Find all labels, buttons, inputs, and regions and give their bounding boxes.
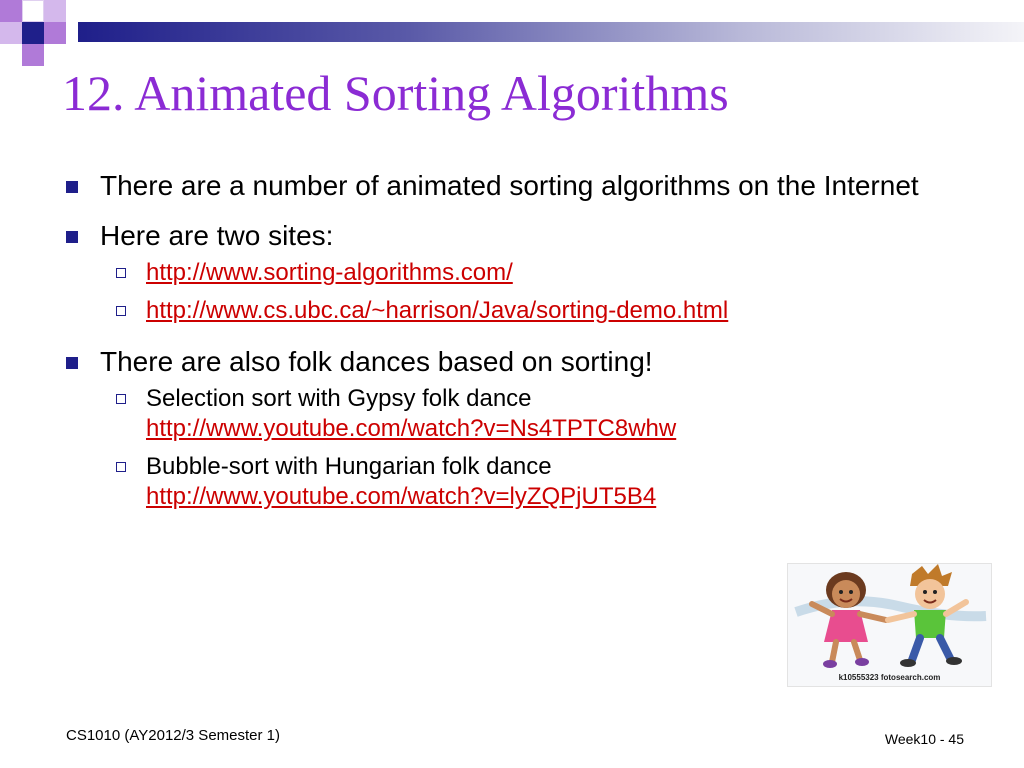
sub-bullet-3-1 [112, 384, 946, 444]
bullet-3-text: There are also folk dances based on sorting! [100, 346, 653, 377]
dancing-kids-icon [788, 564, 991, 674]
hollow-square-bullet-icon [116, 394, 126, 404]
link-selection-sort-video[interactable]: http://www.youtube.com/watch?v=Ns4TPTC8whw [146, 415, 677, 442]
bullet-1-text: There are a number of animated sorting algorithms on the Internet [100, 170, 919, 201]
corner-square-6 [44, 22, 66, 44]
dancing-kids-clipart [787, 563, 992, 687]
bullet-3 [66, 344, 946, 380]
square-bullet-icon [66, 231, 78, 243]
slide-content [66, 168, 946, 512]
bullet-2 [66, 218, 946, 254]
corner-square-1 [0, 0, 22, 22]
corner-square-5 [22, 22, 44, 44]
hollow-square-bullet-icon [116, 306, 126, 316]
corner-square-7 [22, 44, 44, 66]
link-ubc-sorting-demo[interactable]: http://www.cs.ubc.ca/~harrison/Java/sorting-demo.html [146, 297, 729, 324]
corner-square-4 [0, 22, 22, 44]
square-bullet-icon [66, 181, 78, 193]
link-bubble-sort-video[interactable]: http://www.youtube.com/watch?v=lyZQPjUT5B4 [146, 483, 657, 510]
sub-bullet-3-2-text: Bubble-sort with Hungarian folk dance [146, 453, 552, 480]
slide-title: 12. Animated Sorting Algorithms [62, 65, 729, 121]
footer-page-number: Week10 - 45 [884, 731, 964, 747]
square-bullet-icon [66, 357, 78, 369]
sub-bullet-2-1 [112, 258, 946, 288]
hollow-square-bullet-icon [116, 268, 126, 278]
header-gradient-bar [78, 22, 1024, 42]
footer-course: CS1010 (AY2012/3 Semester 1) [66, 727, 281, 744]
corner-square-2 [22, 0, 44, 22]
bullet-2-text: Here are two sites: [100, 220, 334, 251]
corner-square-3 [44, 0, 66, 22]
hollow-square-bullet-icon [116, 462, 126, 472]
link-sorting-algorithms[interactable]: http://www.sorting-algorithms.com/ [146, 259, 513, 286]
sub-bullet-2-2 [112, 296, 946, 326]
sub-bullet-3-2 [112, 452, 946, 512]
sub-bullet-3-1-text: Selection sort with Gypsy folk dance [146, 385, 532, 412]
bullet-1 [66, 168, 946, 204]
image-caption: k10555323 fotosearch.com [838, 673, 941, 682]
